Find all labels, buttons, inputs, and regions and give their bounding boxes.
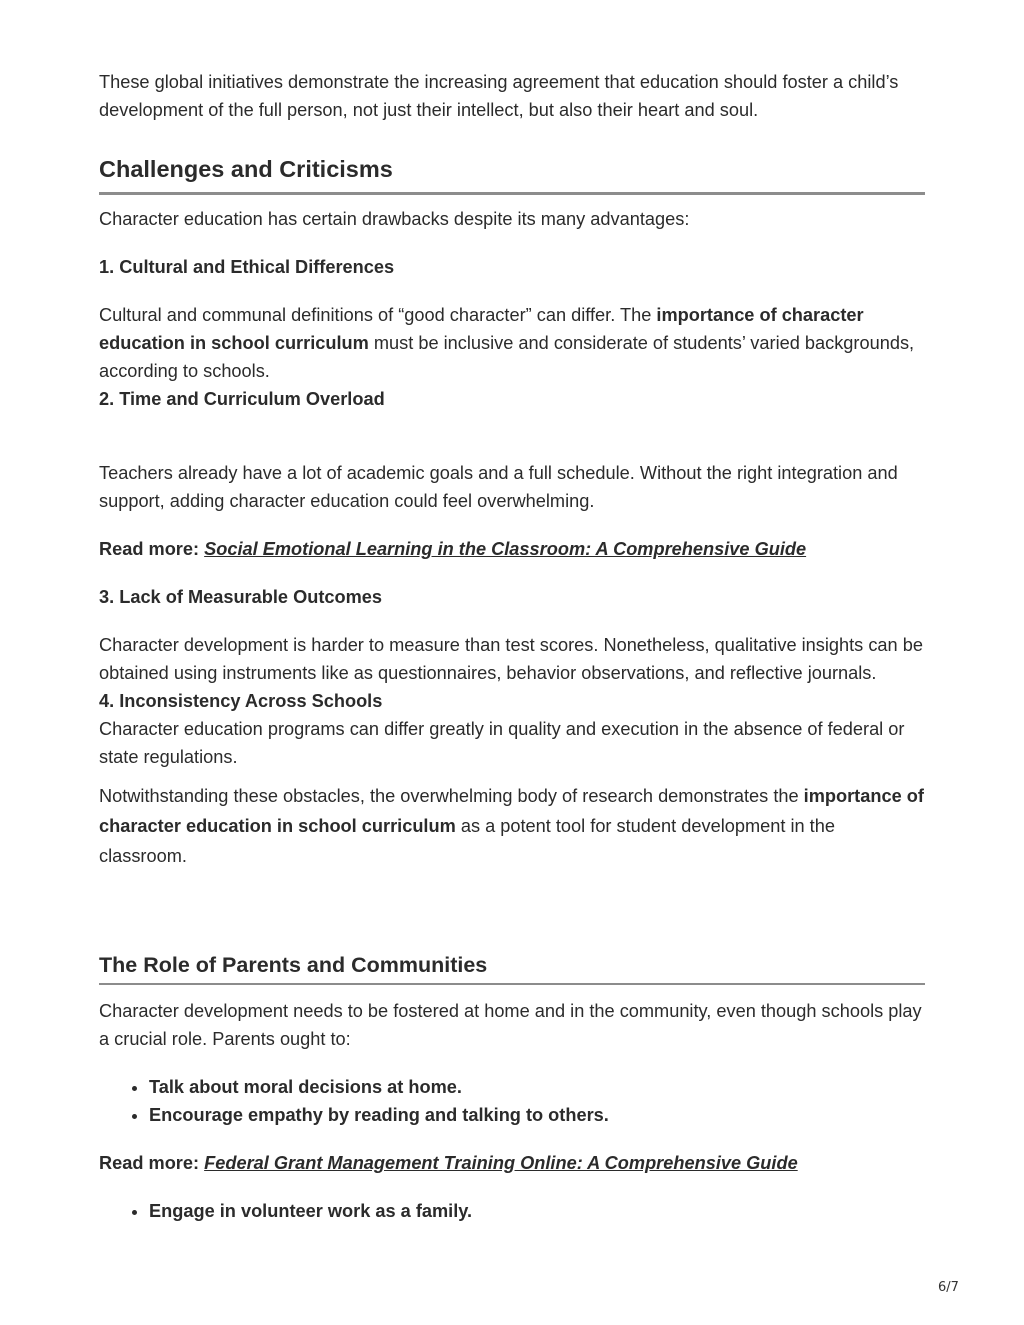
item1-text-after: must be inclusive and considerate of students’ varied backgrounds, according to schools. bbox=[99, 333, 915, 381]
list-item: • Engage in volunteer work as a family. bbox=[149, 1197, 925, 1225]
read-more-1-label: Read more: bbox=[99, 539, 205, 559]
read-more-1 bbox=[99, 535, 925, 563]
page-number: 6/7 bbox=[938, 1280, 959, 1295]
read-more-2 bbox=[99, 1149, 925, 1177]
item3-paragraph: Character development is harder to measure than test scores. Nonetheless, qualitative insights can be obtained using instruments like as questionnaires, behavior observations, and reflective journals. bbox=[99, 635, 923, 683]
document-body bbox=[99, 68, 925, 1225]
item3-heading: 3. Lack of Measurable Outcomes bbox=[99, 587, 383, 607]
conclusion-paragraph bbox=[99, 781, 925, 871]
conclusion-text-before: Notwithstanding these obstacles, the overwhelming body of research demonstrates the bbox=[99, 786, 804, 806]
conclusion-bold-keyphrase: importance of character education in school curriculum bbox=[99, 786, 924, 836]
parents-lead: Character development needs to be fostered at home and in the community, even though schools play a crucial role. Parents ought to: bbox=[99, 1001, 922, 1049]
section-spacer bbox=[99, 871, 925, 951]
item2-paragraph: Teachers already have a lot of academic goals and a full schedule. Without the right integration and support, adding character education could feel overwhelming. bbox=[99, 463, 898, 511]
parents-bullet-list bbox=[99, 1073, 925, 1129]
item1-text-before: Cultural and communal definitions of “good character” can differ. The bbox=[99, 305, 657, 325]
item4-heading: 4. Inconsistency Across Schools bbox=[99, 691, 383, 711]
challenges-heading: Challenges and Criticisms bbox=[99, 154, 925, 195]
list-item: • Encourage empathy by reading and talking to others. bbox=[149, 1101, 925, 1129]
parents-heading: The Role of Parents and Communities bbox=[99, 951, 925, 985]
challenges-lead: Character education has certain drawbacks despite its many advantages: bbox=[99, 209, 690, 229]
item4-paragraph: Character education programs can differ greatly in quality and execution in the absence of federal or state regulations. bbox=[99, 719, 905, 767]
intro-paragraph: These global initiatives demonstrate the increasing agreement that education should foster a child’s development of the full person, not just their intellect, but also their heart and soul. bbox=[99, 72, 899, 120]
parents-bullet-list-2 bbox=[99, 1197, 925, 1225]
read-more-2-label: Read more: bbox=[99, 1153, 205, 1173]
read-more-2-link[interactable]: Federal Grant Management Training Online: A Comprehensive Guide bbox=[204, 1153, 798, 1173]
item1-paragraph bbox=[99, 301, 925, 385]
item1-heading: 1. Cultural and Ethical Differences bbox=[99, 257, 395, 277]
read-more-1-link[interactable]: Social Emotional Learning in the Classroom: A Comprehensive Guide bbox=[204, 539, 807, 559]
item1-bold-keyphrase: importance of character education in school curriculum bbox=[99, 305, 864, 353]
conclusion-text-after: as a potent tool for student development in the classroom. bbox=[99, 816, 835, 866]
list-item: • Talk about moral decisions at home. bbox=[149, 1073, 925, 1101]
item2-heading: 2. Time and Curriculum Overload bbox=[99, 389, 385, 409]
